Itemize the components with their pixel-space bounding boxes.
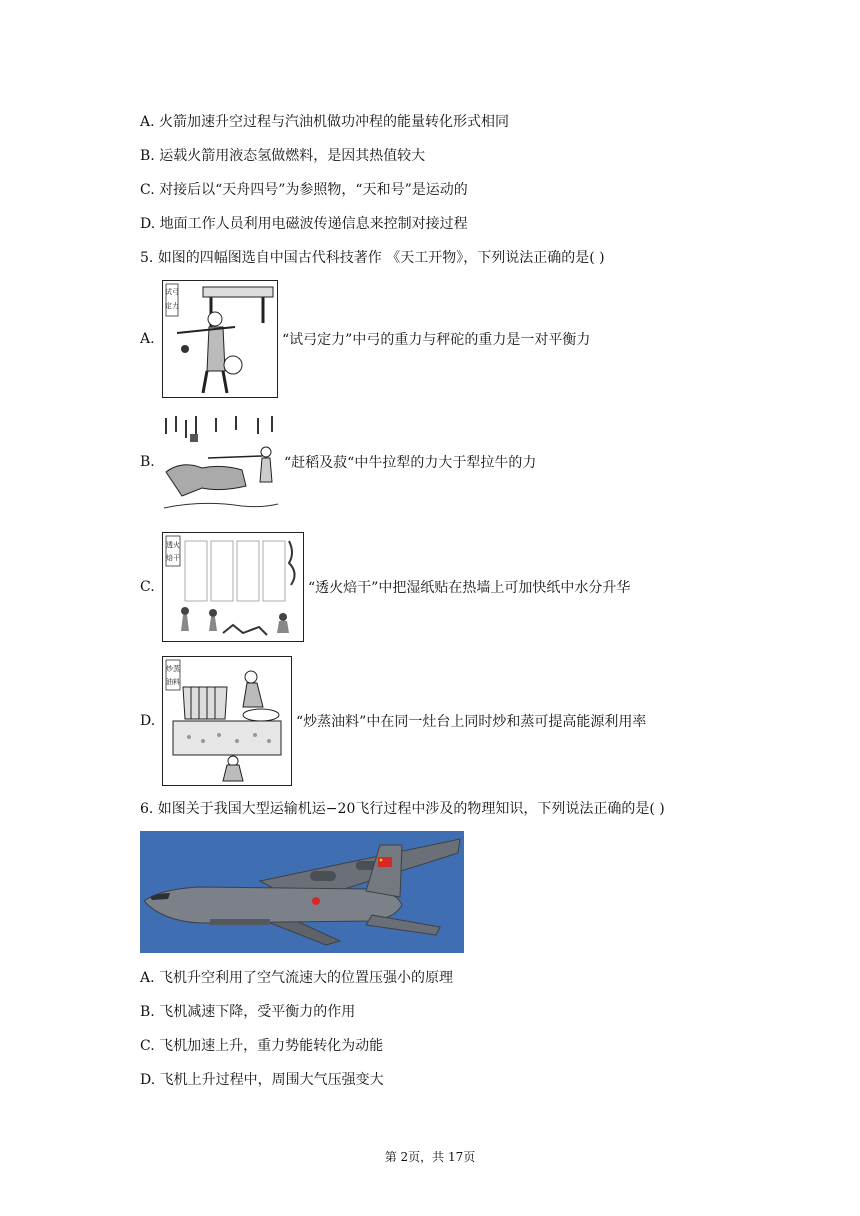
page-footer: 第 2页，共 17页 — [384, 1150, 476, 1164]
q5-option-d-caption-2: 油料 — [166, 678, 180, 686]
q5-option-b-image — [162, 412, 280, 512]
q5-stem: 5. 如图的四幅图选自中国古代科技著作 《天工开物》，下列说法正确的是( ) — [140, 250, 605, 266]
q5-option-d-text: “炒蒸油料”中在同一灶台上同时炒和蒸可提高能源利用率 — [296, 714, 647, 730]
q5-option-d-image — [162, 656, 292, 786]
q5-option-c-caption-2: 焙干 — [166, 554, 180, 562]
q4-option-d: D. 地面工作人员利用电磁波传递信息来控制对接过程 — [140, 216, 468, 232]
q5-option-c-letter: C. — [140, 579, 155, 595]
q5-option-c-caption-1: 透火 — [166, 541, 180, 549]
q5-option-a-caption-2: 定力 — [165, 302, 179, 310]
q5-option-c-text: “透火焙干”中把湿纸贴在热墙上可加快纸中水分升华 — [308, 580, 631, 596]
q5-option-a — [140, 280, 590, 398]
q4-option-b: B. 运载火箭用液态氢做燃料，是因其热值较大 — [140, 148, 426, 164]
q4-option-a: A. 火箭加速升空过程与汽油机做功冲程的能量转化形式相同 — [140, 114, 510, 130]
q5-option-b-letter: B. — [140, 454, 155, 470]
q5-option-c — [140, 532, 630, 642]
q5-option-d-caption-1: 炒蒸 — [166, 665, 180, 673]
q6-option-a: A. 飞机升空利用了空气流速大的位置压强小的原理 — [140, 970, 454, 986]
q6-stem: 6. 如图关于我国大型运输机运−20飞行过程中涉及的物理知识，下列说法正确的是( ) — [140, 801, 665, 817]
q5-option-a-letter: A. — [140, 331, 155, 347]
q5-option-a-caption-1: 试弓 — [165, 288, 179, 296]
y20-aircraft-image — [140, 831, 464, 953]
q5-option-d — [140, 656, 646, 786]
q4-option-c: C. 对接后以“天舟四号”为参照物，“天和号”是运动的 — [140, 182, 468, 198]
q6-option-c: C. 飞机加速上升，重力势能转化为动能 — [140, 1038, 384, 1054]
q6-option-b: B. 飞机减速下降，受平衡力的作用 — [140, 1004, 356, 1020]
q5-option-c-image — [162, 532, 304, 642]
q5-option-d-letter: D. — [140, 713, 156, 729]
q5-option-a-image — [162, 280, 278, 398]
q5-option-b — [140, 412, 536, 512]
q5-option-a-text: “试弓定力”中弓的重力与秤砣的重力是一对平衡力 — [282, 332, 591, 348]
q5-option-b-text: “赶稻及菽“中牛拉犁的力大于犁拉牛的力 — [284, 455, 537, 471]
q6-option-d: D. 飞机上升过程中，周围大气压强变大 — [140, 1072, 384, 1088]
